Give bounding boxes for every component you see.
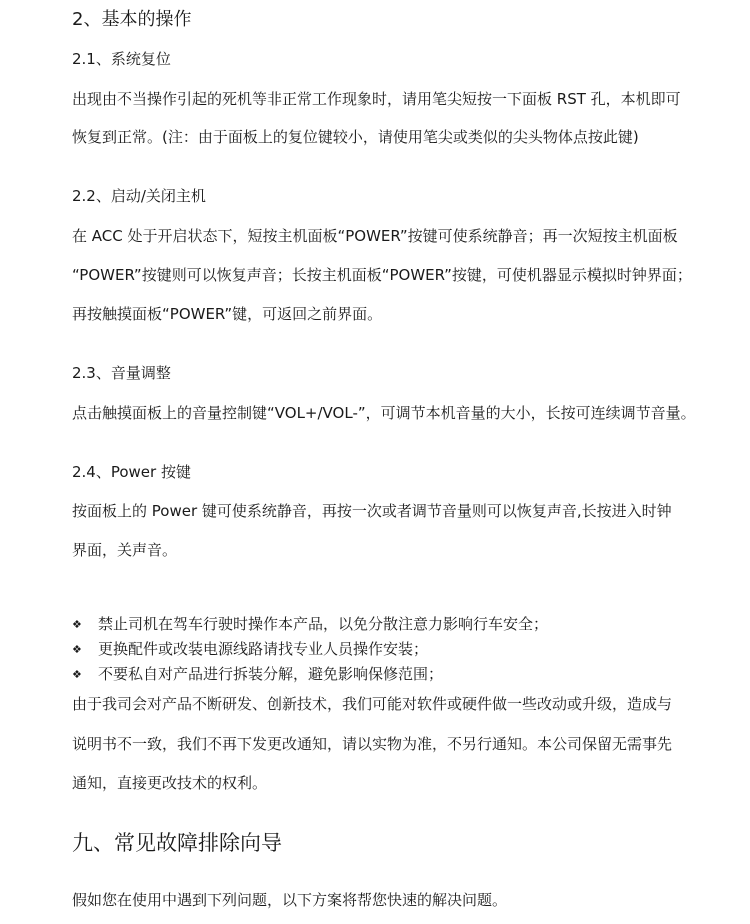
paragraph-line: 在 ACC 处于开启状态下，短按主机面板“POWER”按键可使系统静音；再一次短按主机面板 xyxy=(72,227,678,245)
subsection-2-2-heading: 2.2、启动/关闭主机 xyxy=(72,187,206,205)
list-item-text: 更换配件或改装电源线路请找专业人员操作安装； xyxy=(98,640,429,658)
diamond-bullet-icon: ❖ xyxy=(72,643,82,656)
paragraph-line: 按面板上的 Power 键可使系统静音，再按一次或者调节音量则可以恢复声音,长按进入时钟 xyxy=(72,502,672,520)
paragraph-line: 说明书不一致，我们不再下发更改通知，请以实物为准，不另行通知。本公司保留无需事先 xyxy=(72,735,673,753)
subsection-2-4-heading: 2.4、Power 按键 xyxy=(72,463,191,481)
paragraph-line: 界面，关声音。 xyxy=(72,541,178,559)
list-item-text: 不要私自对产品进行拆装分解，避免影响保修范围； xyxy=(98,665,444,683)
diamond-bullet-icon: ❖ xyxy=(72,668,82,681)
paragraph-line: 恢复到正常。(注：由于面板上的复位键较小，请使用笔尖或类似的尖头物体点按此键) xyxy=(72,128,639,146)
list-item-text: 禁止司机在驾车行驶时操作本产品，以免分散注意力影响行车安全； xyxy=(98,615,549,633)
list-item xyxy=(72,614,548,635)
paragraph-line: 由于我司会对产品不断研发、创新技术，我们可能对软件或硬件做一些改动或升级，造成与 xyxy=(72,695,673,713)
section-9-heading: 九、常见故障排除向导 xyxy=(72,831,282,855)
paragraph-line: 点击触摸面板上的音量控制键“VOL+/VOL-”，可调节本机音量的大小，长按可连续调节音量。 xyxy=(72,404,696,422)
subsection-2-3-heading: 2.3、音量调整 xyxy=(72,364,171,382)
diamond-bullet-icon: ❖ xyxy=(72,618,82,631)
section-2-heading: 2、基本的操作 xyxy=(72,9,192,30)
paragraph-line: 假如您在使用中遇到下列问题，以下方案将帮您快速的解决问题。 xyxy=(72,891,508,909)
subsection-2-1-heading: 2.1、系统复位 xyxy=(72,50,171,68)
paragraph-line: 出现由不当操作引起的死机等非正常工作现象时，请用笔尖短按一下面板 RST 孔，本机即可 xyxy=(72,90,681,108)
list-item xyxy=(72,664,443,685)
paragraph-line: “POWER”按键则可以恢复声音；长按主机面板“POWER”按键，可使机器显示模拟时钟界面； xyxy=(72,266,692,284)
list-item xyxy=(72,639,428,660)
paragraph-line: 再按触摸面板“POWER”键，可返回之前界面。 xyxy=(72,305,383,323)
paragraph-line: 通知，直接更改技术的权利。 xyxy=(72,774,268,792)
